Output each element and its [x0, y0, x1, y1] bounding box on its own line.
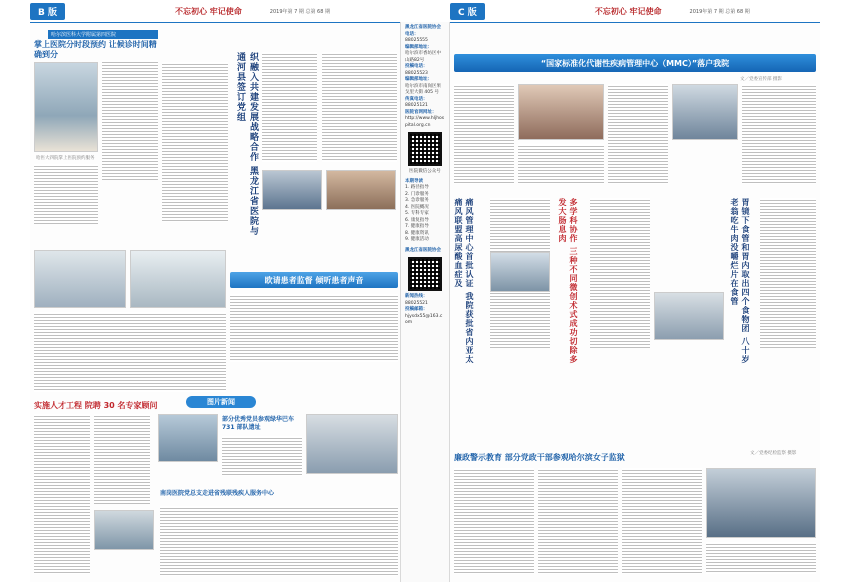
web-label: 医院官网网址：	[405, 109, 437, 115]
menu-list	[405, 185, 445, 244]
hotline-label: 黑龙江省医院协会电话：	[405, 25, 441, 37]
email-label: 投稿邮箱：	[405, 307, 428, 312]
mmc-photo-1	[518, 84, 604, 140]
polyp-photo	[654, 292, 724, 340]
fax-value: 88025121	[405, 103, 428, 108]
photo-news-label: 图片新闻	[186, 396, 256, 408]
feature-banner: 欧请患者监督 倾听患者声音	[230, 272, 398, 288]
contribute-value: 88025523	[405, 70, 428, 76]
menu-item: 6. 康复指导	[405, 217, 429, 223]
menu-item: 8. 健康资讯	[405, 230, 429, 236]
feature-photo-2	[130, 250, 226, 308]
association-label: 黑龙江省医院协会	[405, 247, 441, 253]
menu-item: 4. 医院概况	[405, 204, 429, 210]
page-c-tag: C 版	[450, 3, 485, 20]
photo-news-image-2	[306, 414, 398, 474]
menu-item: 2. 门诊服务	[405, 191, 429, 197]
association-qr-code	[408, 257, 442, 291]
web-value[interactable]: http://www.hljhospital.org.cn	[405, 116, 445, 128]
mmc-photo-2	[672, 84, 738, 140]
middle-info-column	[400, 22, 450, 582]
photo-news-2-title: 南岗医院党总支走进省残联残疾人服务中心	[160, 490, 275, 497]
page-b-tag: B 版	[30, 3, 65, 20]
mail-label: 编辑部地址：	[405, 77, 432, 82]
party-photo-2	[326, 170, 396, 210]
photo-news-1-title: 部分优秀党员参观绿华巴车 731 部队遗址	[222, 416, 295, 431]
lead-caption: 哈医大四院掌上医院预约服务	[36, 156, 95, 161]
esophagus-vertical-title: 胃镜下食管和胃内取出四个食物团 八十岁老翁吃牛肉没嚼烂片在食管	[730, 198, 751, 364]
party-vertical-title: 织融入共建发展战略合作 黑龙江省医院与通河县签订党组	[235, 52, 258, 237]
page-c-slogan: 不忘初心 牢记使命	[594, 5, 662, 16]
contribute-label: 投稿电话：	[405, 64, 428, 69]
lead-title: 掌上医院分时段预约 让候诊时间精确到分	[34, 40, 157, 59]
gout-photo	[490, 252, 550, 292]
prison-visit-title: 廉政警示教育 部分党政干部参观哈尔滨女子监狱	[454, 453, 625, 462]
polyp-vertical-title: 多学科协作 三种不同微创术式成功切除多发大肠息肉	[558, 198, 579, 364]
menu-item: 7. 健康指导	[405, 224, 429, 229]
menu-item: 1. 路径指导	[405, 185, 429, 190]
prison-visit-byline: 文／党委纪检监察 摄影	[750, 451, 797, 456]
mmc-byline: 文／党委宣传部 摄影	[740, 77, 782, 82]
gout-vertical-title: 痛风管理中心首批认证 我院获批省内亚太痛风联盟高尿酸血症及	[454, 198, 475, 364]
page-c-dateline: 2019年第 7 期 总第 68 期	[689, 8, 750, 15]
page-b-dateline: 2019年第 7 期 总第 68 期	[269, 8, 331, 15]
newspaper-value: 88025521	[405, 300, 428, 306]
hotline-value: 88025555	[405, 38, 428, 43]
talent-title: 实施人才工程 院聘 30 名专家顾问	[34, 401, 158, 410]
photo-news-image-1	[158, 414, 218, 462]
talent-photo	[94, 510, 154, 550]
menu-item: 5. 专科专家	[405, 211, 429, 216]
page-c	[450, 22, 820, 582]
page-b-masthead	[30, 2, 400, 20]
mmc-banner: “国家标准化代谢性疾病管理中心（MMC）”落户我院	[454, 54, 816, 72]
page-b	[30, 22, 400, 582]
address-value: 哈尔滨市香坊区中山路82号	[405, 51, 441, 63]
menu-item: 9. 健康活动	[405, 237, 429, 242]
lead-text	[102, 60, 158, 180]
mail-value: 哈尔滨市南岗区果戈里大街 405 号	[405, 83, 441, 95]
lead-kicker: 哈尔滨医科大学附属第四医院	[48, 30, 158, 39]
menu-title: 本期导读	[405, 178, 423, 184]
address-label: 编辑部地址：	[405, 44, 432, 50]
fax-label: 传真电话：	[405, 96, 428, 102]
wechat-label: 医院微信公众号	[409, 169, 441, 174]
prison-visit-photo	[706, 468, 816, 538]
menu-item: 3. 急诊服务	[405, 198, 429, 203]
email-value[interactable]: hjysdx55@163.com	[405, 313, 443, 325]
lead-photo	[34, 62, 98, 152]
page-c-masthead	[450, 2, 820, 20]
newspaper-label: 新闻热线：	[405, 294, 428, 299]
party-photo-1	[262, 170, 322, 210]
wechat-qr-code	[408, 132, 442, 166]
page-b-slogan: 不忘初心 牢记使命	[175, 5, 242, 16]
feature-photo-1	[34, 250, 126, 308]
